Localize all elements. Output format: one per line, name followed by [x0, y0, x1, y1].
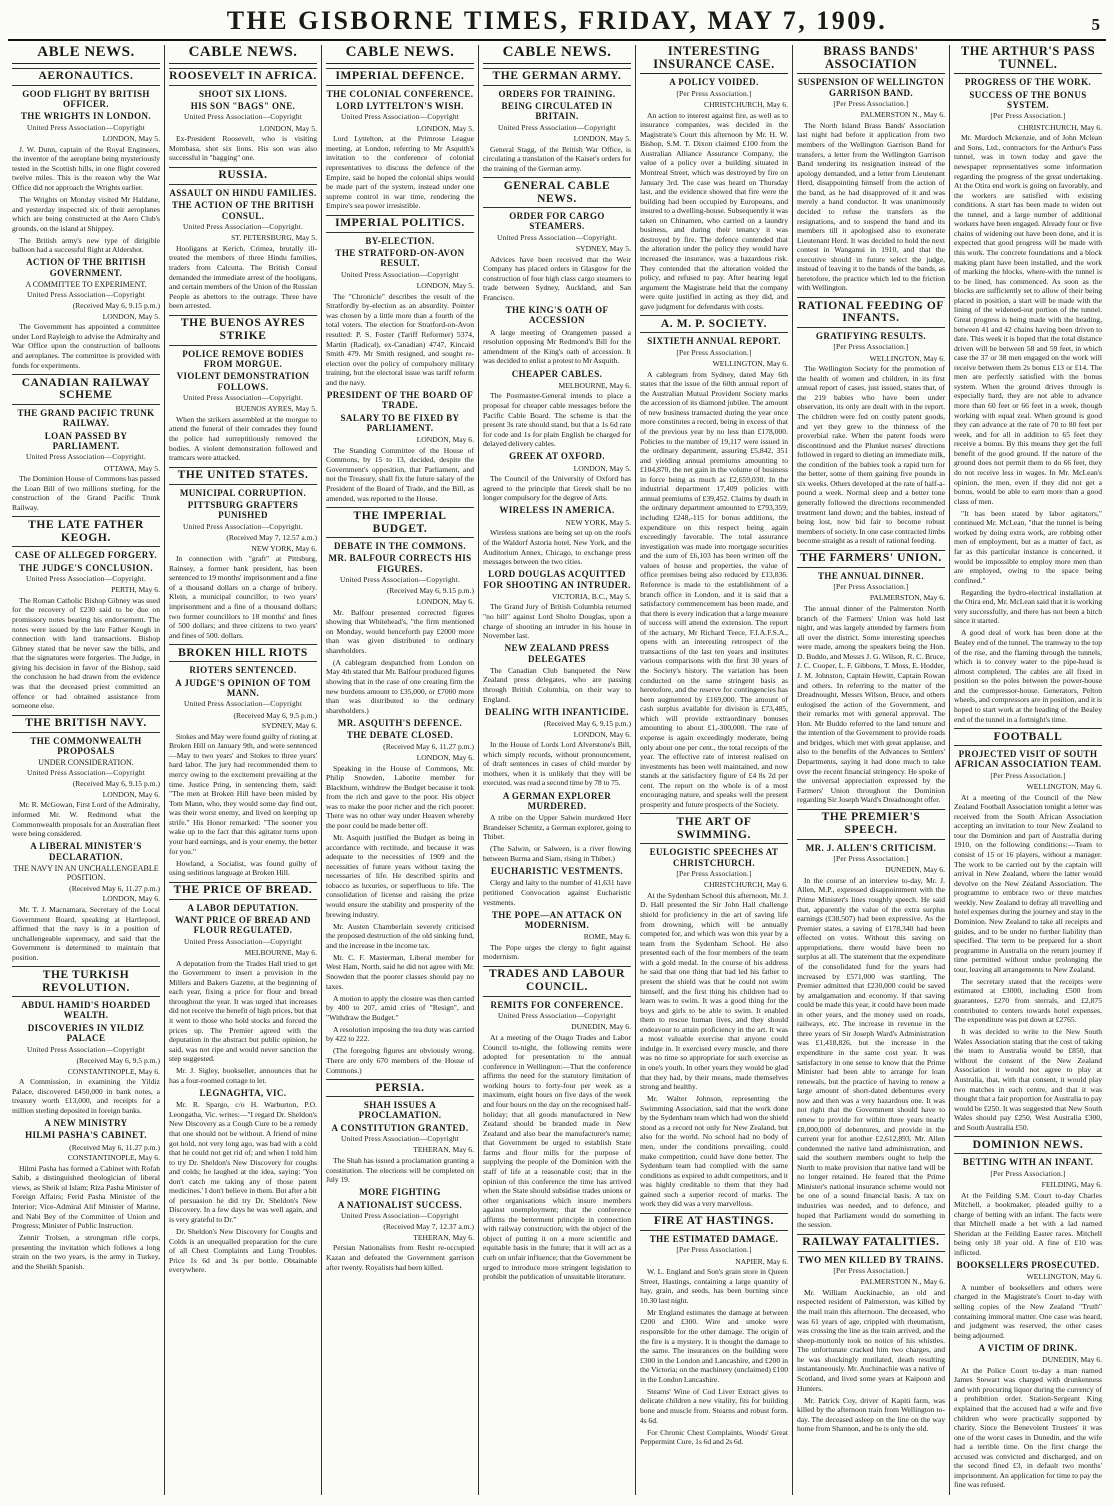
sub-headline: GREEK AT OXFORD. [509, 451, 605, 462]
dateline: PALMERSTON N., May 6. [860, 1277, 945, 1287]
article-paragraph: Hilmi Pasha has formed a Cabinet with Rofah Sahib, a distinguished theologician of liberal views, as Sheik ul Islam; Riza Pasha Minister of Foreign Affairs; Ferid Pasha Minister of the Interior; Vice-Admiral Alif Minister of Marine, and Nabi Bey of the Committee of Union and Progress; Minister of Public Instruction. [12, 1163, 160, 1231]
dateline: MELBOURNE, May 6. [558, 380, 631, 390]
sub-headline: BOOKSELLERS PROSECUTED. [956, 1259, 1100, 1270]
dateline: FEILDING, May 6. [1041, 1179, 1102, 1189]
news-column [636, 45, 793, 1495]
section-headline: THE UNITED STATES. [169, 467, 317, 485]
sub-headline: A JUDGE'S OPINION OF TOM MANN. [175, 677, 311, 698]
agency-credit: United Press Association—Copyright [26, 767, 146, 777]
dateline: LONDON, May 5. [573, 134, 631, 144]
agency-credit: United Press Association—Copyright. [182, 521, 304, 531]
section-headline: TRADES AND LABOUR COUNCIL. [483, 966, 631, 997]
article-paragraph: Mr England estimates the damage at between £200 and £300. Wire and smoke were responsible for the other damage. The origin of the fire is a mystery. It is thought the damage to the same. The insurances on the building were £300 in the London and Lancashire, and £200 in the Victoria; on the machinery (unclaimed) £100 in the London Lancashire. [640, 1307, 788, 1384]
article-paragraph: A good deal of work has been done at the Bealey end of the tunnel. The tramway to the top of the rise, and the flaming through the tunnels, which is to convey water to the pipe-head is almost completed. The cables are all fixed in position so the poles between the power-house and the compressor-house. Generators, Pelton wheels, and compressors are in position, and it is hoped to start work at the heading of the Bealey end of the tunnel in a fortnight's time. [954, 628, 1102, 724]
agency-credit: United Press Association—Copyright [26, 1044, 146, 1054]
sub-headline: BY-ELECTION. [365, 235, 435, 246]
sub-headline: SIXTIETH ANNUAL REPORT. [647, 336, 781, 347]
agency-credit: [Per Press Association.] [676, 868, 752, 878]
sub-headline: THE JUDGE'S CONCLUSION. [19, 562, 153, 573]
sub-headline: GRATIFYING RESULTS. [815, 330, 927, 341]
article-paragraph: Lord Lyttelton, at the Primrose League meeting, at London, referring to Mr Asquith's invitation to the conference of colonial representatives to discuss the defence of the Empire, said he hoped the colonial ships would be made part of the system, instead under one supreme control in war time, rendering the Empire's sea power irresistible. [326, 134, 474, 211]
agency-credit: [Per Press Association.] [990, 770, 1066, 780]
section-headline: THE FARMERS' UNION. [797, 550, 945, 568]
agency-credit: United Press Association—Copyright [183, 699, 303, 709]
dateline: LONDON, May 6. [102, 789, 160, 799]
agency-credit: [Per Press Association.] [833, 853, 909, 863]
dateline: NEW YORK, May 5. [565, 517, 631, 527]
sub-headline: VIOLENT DEMONSTRATION FOLLOWS. [176, 371, 310, 392]
sub-headline: THE STRATFORD-ON-AVON RESULT. [335, 248, 465, 269]
sub-headline: THE WRIGHTS IN LONDON. [20, 111, 152, 122]
article-paragraph: Speaking in the House of Commons, Mr. Philip Snowden, Laborite member for Blackburn, withdrew the Budget because it took from the rich and gave to the poor. His object was to make the poor richer and the rich poorer. There was no other way under Heaven whereby the poor could be made better off. [326, 763, 474, 831]
article-paragraph: A deputation from the Trades Hall tried to get the Government to insert a provision in the Millers and Bakers Gazette, at the beginning of each year, fixing a price for flour and bread throughout the year. It was urged that increases did not receive the benefit of high prices, but that it went to those who hold stocks and forced the prices up. The Premier agreed with the deputation in the abstract but public opinion, he said, was not ripe and would never sanction the step suggested. [169, 958, 317, 1064]
article-paragraph: Mr. C. F. Masterman, Liberal member for West Ham, North, said he did not agree with Mr. Snowden that the poorer classes should pay no taxes. [326, 952, 474, 991]
article-paragraph: Mr. Walter Johnson, representing the Swimming Association, said that the work done by the Sydenham team which had won the shield stood as a record not only for New Zealand, but also for the world. No school had no body of men, under the conditions prevailing, could make competition, could have done better. The Sydenham team had complied with the same conditions as expired to adult competitors, and it was highly creditable to them that they had gained such a superior record of marks. The work they did was a very marvellous. [640, 1094, 788, 1209]
section-headline: GENERAL CABLE NEWS. [483, 177, 631, 208]
agency-credit: United Press Association—Copyright. [339, 574, 461, 584]
article-paragraph: Mr. Patrick Coy, driver of Kapiti farm, was killed by the afternoon train from Wellington to-day. The deceased asleep on the line on the way home from Shannon, and he is only the old. [797, 1395, 945, 1434]
article-paragraph: Stokes and May were found guilty of rioting at Broken Hill on January 9th, and were sentenced—May to two years' and Stokes to three years' hard labor. The jury had recommended them to mercy owing to the excitement prevailing at the time. Justice Pring, in sentencing them, said: "The men at Broken Hill have been misled by Tom Mann, who, they would some day find out, was their worst enemy, and lived on keeping up strife." His Honor remarked: "The sooner you wake up to the fact that this agitator turns upon your hard earnings, and is your enemy, the better for you." [169, 731, 317, 856]
article-paragraph: The Pope urges the clergy to fight against modernism. [483, 942, 631, 962]
sub-headline: DISCOVERIES IN YILDIZ PALACE [27, 1022, 145, 1044]
article-paragraph: The "Chronicle" describes the result of the Stratfordly by-election as an absurdity. Pointer was chosen by a little more than a fourth of the total voters. The election for Stratford-on-Avon resulted: P. S. Foster (Tariff Reformer) 5374, Martin (Radical), ex-Canadian) 4747, Kincaid Smith 479. Mr Smith resigned, and sought re-election over the policy of compulsory military training, but the electoral issue was tariff reform and the navy. [326, 291, 474, 387]
sub-headline: WIRELESS IN AMERICA. [499, 505, 615, 516]
dateline: NEW YORK, May 6. [251, 543, 317, 553]
section-headline: IMPERIAL POLITICS. [326, 215, 474, 233]
article-paragraph: A cablegram from Sydney, dated May 6th states that the issue of the 60th annual report of the Australian Mutual Provident Society marks the accession of its diamond jubilee. The amount of new business transacted during the year once more constitutes a record, being in excess of that of the previous year by no less than £178,000. Policies to the number of 19,117 were issued in the ordinary department, assuring £5,842, 351 and yielding annual premiums amounting to £104,870, the net gain in the volume of business in force being as much as £2,659,030. In the industrial department 17,409 policies with annual premiums of £39,452. Claims by death in the ordinary department amounted to £793,359, including £248,-115 for bonus additions, the expenditure on this respect being again exceedingly favorable. The total assurance investigation was made into mortgage securities and the sum of £6,103 has been written off the values of house and properties, the value of office premises being also reduced by £13,836. Reference is made to the establishment of a branch office in London, and it is said that a satisfactory commencement has been made, and that there is every indication that a large measure of success will attend the extension. The report of the actuary, Mr Richard Teece, F.I.A.F.S.A., opens with an interesting retrospect of the transactions of the last ten years and institutes various comparisons with the first 30 years of the Society's history. The variation has been conducted on the same stringent basis as heretofore, and the reserve for contingencies has been augmented by £169,000. The amount of cash surplus available for division is £73,485, which will provide extraordinary bonuses amounting to about £1,-300,000. The rate of expense is again exceedingly moderate, being only about one per cent., the total receipts of the year. The effective rate of interest realised on investments has been well maintained, and now stands at the satisfactory figure of £4 8s 2d per cent. The report on the whole is of a most encouraging nature, and speaks well the present prosperity and future prospects of the Society. [640, 369, 788, 809]
dateline: LONDON, May 5. [573, 463, 631, 473]
dateline: LONDON, May 6. [102, 894, 160, 904]
column-header: CABLE NEWS. [326, 45, 474, 64]
article-paragraph: Hooligans at Kerich, Crimea, brutally ill-treated the members of three Hindu families, traders from Calcutta. The British Consul demanded the immediate arrest of the hooligans, and certain members of the Union of the Russian People as abettors to the outrage. Three have been arrested. [169, 243, 317, 311]
section-headline: THE IMPERIAL BUDGET. [326, 507, 474, 538]
sub-headline: BETTING WITH AN INFANT. [962, 1157, 1094, 1168]
section-headline: DOMINION NEWS. [954, 1136, 1102, 1154]
article-paragraph: J. W. Dunn, captain of the Royal Engineers, the inventor of the aeroplane being mysteriously tested in the Scottish hills, in one flight covered twelve miles. This is the reason why the War Office did not approach the Wrights earlier. [12, 144, 160, 192]
section-headline: AERONAUTICS. [12, 68, 160, 86]
sub-headline: MUNICIPAL CORRUPTION. [179, 487, 307, 498]
sub-headline: ORDER FOR CARGO STEAMERS. [509, 211, 605, 232]
article-paragraph: The British army's new type of dirigible balloon had a successful flight at Aldershot. [12, 235, 160, 255]
article-paragraph: A number of booksellers and others were charged in the Magistrate's Court to-day with selling copies of the New Zealand "Truth" containing immoral matter. One case was heard, and judgment was reserved, the other cases being adjourned. [954, 1282, 1102, 1340]
section-headline: CANADIAN RAILWAY SCHEME [12, 374, 160, 405]
article-paragraph: A large meeting of Orangemen passed a resolution opposing Mr Redmond's Bill for the amendment of the King's oath of accession. It was decided to enlist a protest to Mr Asquith. [483, 327, 631, 366]
article-paragraph: Mr. Austen Chamberlain severely criticised the proposed destruction of the old sinking fund, and the increase in the income tax. [326, 921, 474, 950]
section-headline: ROOSEVELT IN AFRICA. [169, 68, 317, 86]
sub-headline: A GERMAN EXPLORER MURDERED. [502, 790, 612, 811]
sub-headline: GOOD FLIGHT BY BRITISH OFFICER. [22, 88, 150, 109]
section-headline: THE TURKISH REVOLUTION. [12, 966, 160, 997]
agency-credit: United Press Association—Copyright [340, 269, 460, 279]
sub-headline: DEALING WITH INFANTICIDE. [485, 706, 629, 717]
section-headline: RUSSIA. [169, 167, 317, 185]
dateline: ST. PETERSBURG, May 5. [231, 233, 317, 243]
section-headline: THE PREMIER'S SPEECH. [797, 809, 945, 840]
article-paragraph: The Wrights on Monday visited Mr Haldane, and yesterday inspected six of their aeroplanes which are being constructed at the Aero Club's grounds, on the island at Shippey. [12, 194, 160, 233]
article-paragraph: At a meeting of the Council of the New Zealand Football Association tonight a letter was received from the South African Association accepting an invitation to tour New Zealand to tour the Dominion and part of Australia during 1910, on the following conditions:—Team to consist of 15 or 16 players, without a manager. The work to be carried out by the captain will arrival in New Zealand, where the latter would devolve on the New Zealand Association. The programme to embrace two or three matches weekly. New Zealand to defray all travelling and hotel expenses during the journey and stay in the Dominion. New Zealand to take all receipts and guides, and to be under no further liability than specified. The term to be prepared for a short programme in Australia on the return journey if time permitted without undue prolonging the tour, leaving all arrangements to New Zealand. [954, 792, 1102, 974]
agency-credit: United Press Association—Copyright [26, 289, 146, 299]
sub-headline: A VICTIM OF DRINK. [978, 1342, 1078, 1353]
dateline: (Received May 6, 11.27 p.m.) [383, 742, 474, 752]
dateline: SYDNEY, May 5. [575, 244, 631, 254]
dateline: (Received May 6, 9.15 p.m.) [543, 719, 631, 728]
article-paragraph: The Dominion House of Commons has passed the Loan Bill of two millions sterling, for the construction of the Grand Pacific Trunk Railway. [12, 474, 160, 512]
article-paragraph: "It has been stated by labor agitators," continued Mr. McLean, "that the tunnel is being worked by doing extra work, are robbing other men of employment, but as a matter of fact, as far as this particular instance is concerned, it would be impossible to employ more men than are employed, owing to the space being confined." [954, 508, 1102, 585]
article-paragraph: Wireless stations are being set up on the roofs of the Waldorf Astoria hotel, New York, and the Auditorium Annex, Chicago, to exchange press messages between the two cities. [483, 528, 631, 567]
sub-headline: PRESIDENT OF THE BOARD OF TRADE. [326, 389, 474, 411]
sub-headline: THE COLONIAL CONFERENCE. [326, 88, 474, 99]
article-paragraph: In connection with "graft" at Pittsburg, Rainsey, a former bank president, has been sentenced to 19 months' imprisonment and a fine of a thousand dollars on a charge of bribery. Klein, a municipal councillor, to two years' imprisonment and a fine of a thousand dollars; two former councillors to 18 months' and fines of 500 dollars; and three citizens to two years' and fines of 500. dollars. [169, 554, 317, 640]
agency-credit: United Press Association—Copyright [340, 1133, 460, 1143]
dateline: ROME, May 6. [583, 932, 631, 942]
agency-credit: United Press Association—Copyright [497, 122, 617, 132]
news-column [8, 45, 165, 1495]
section-headline: THE ART OF SWIMMING. [640, 813, 788, 844]
page-number: 5 [1091, 15, 1100, 34]
sub-headline: MORE FIGHTING [359, 1187, 441, 1198]
dateline: LONDON, May 6. [573, 729, 631, 739]
article-paragraph: The Roman Catholic Bishop Gibney was sued for the recovery of £230 said to be due on promissory notes bearing his endorsement. The notes were issued by the late Father Keogh in connection with land transactions. Bishop Gibney stated that he never saw the bills, and that the signatures were forgeries. The Judge, in giving his decision in favor of the Bishop, said the conclusion he had drawn from the evidence was that the deceased priest committed an offence or had obtained assistance from someone else. [12, 595, 160, 711]
sub-headline: SUCCESS OF THE BONUS SYSTEM. [969, 89, 1087, 110]
article-paragraph: Zennir Trolsen, a strongman rifle corps, presenting the invitation which follows a long strain on the two years, is the army in Turkey, and the Sheikh Spanish. [12, 1233, 160, 1271]
article-paragraph: The Grand Jury of British Columbia returned "no bill" against Lord Sholto Douglas, upon a charge of shooting an intruder in his house in November last. [483, 602, 631, 641]
article-paragraph: Mr. Balfour presented corrected figures showing that Whitehead's, "the firm mentioned on Monday, would henceforth pay £2000 more than was given distributed to ordinary shareholders. [326, 607, 474, 655]
masthead-title: THE GISBORNE TIMES, FRIDAY, MAY 7, 1909. [226, 6, 888, 35]
article-paragraph: In the House of Lords Lord Alverstone's Bill, which simply records, without pronouncement, of draft sentences in cases of child murder by mothers, when it is unlikely that they will be executed, was read a second time by 78 to 75. [483, 740, 631, 788]
sub-headline: SHAH ISSUES A PROCLAMATION. [358, 1099, 442, 1121]
dateline: LONDON, May 6. [416, 435, 474, 445]
sub-headline: A NEW MINISTRY [44, 1117, 128, 1128]
sub-headline: SHOOT SIX LIONS. [198, 88, 287, 99]
article-paragraph: Mr. Murdoch Mckenzie, and of John Mclean and Sons, Ltd., contractors for the Arthur's Pass tunnel, was in town today and gave the newspaper representatives some information regarding the progress of the great undertaking. At the Otira end work is going on favorably, and the workers are satisfied with existing conditions. A start has been made to widen out the tunnel, and a large number of additional workers have been engaged. Already four or five chains of widening out have been done, and it is expected that good progress will be made with this work. The concrete foundations and a block making plant have been installed, and the work of marking the blocks, where-with the tunnel is to be lined, has commenced. As soon as the blocks are sufficiently set to allow of their being placed in position, a start will be made with the lining of the widened-out portion of the tunnel. Great progress is being made with the heading, between 41 and 42 chains having been driven to date. This week it is hoped that the total distance driven will be between 58 and 59 feet, in which case the 37 or 38 men engaged on the work will receive between them 2s bonus £13 or £14. The men are perfectly satisfied with the bonus system. When the ground drives through is especially hard, they are not able to advance more than 60 feet or 66 feet in a week, though working with equal zeal. When ground is good they can advance at the rate of 70 to 80 feet per week, and for all in addition to 65 feet they receive a bonus. By this means they get the full benefit of the good ground. If the nature of the ground does not permit them to do 66 feet, they do not receive less in wages. In Mr. McLean's opinion, the men, even if they did not get a bonus, would be able to earn more than a good class of men. [954, 133, 1102, 506]
dateline: (Received May 6, 9.15 p.m.) [386, 586, 474, 596]
dateline: DUNEDIN, May 6. [1042, 1355, 1102, 1365]
sub-headline: REMITS FOR CONFERENCE. [490, 999, 624, 1010]
section-headline: IMPERIAL DEFENCE. [326, 68, 474, 86]
news-column [322, 45, 479, 1495]
dateline: LONDON, May 5. [102, 311, 160, 321]
dateline: CHRISTCHURCH, May 6. [704, 99, 788, 109]
sub-headline: PROGRESS OF THE WORK. [964, 77, 1092, 88]
article-paragraph: The Canadian Club banqueted the New Zealand press delegates, who are passing through British Columbia, on their way to England. [483, 665, 631, 704]
agency-credit: United Press Association—Copyright. [25, 452, 147, 462]
dateline: OTTAWA, May 5. [103, 463, 160, 473]
agency-credit: United Press Association—Copyright. [182, 221, 304, 231]
sub-headline: MR. BALFOUR CORRECTS HIS FIGURES. [328, 553, 472, 574]
article-paragraph: At the Feilding S.M. Court to-day Charles Mitchell, a bookmaker, pleaded guilty to a charge of betting with an infant. The facts were that Mitchell made a bet with a lad named Sheridan at the Feilding Easter races. Mitchell being only 18 year old. A fine of £10 was inflicted. [954, 1190, 1102, 1257]
dateline: WELLINGTON, May 6. [869, 353, 945, 363]
column-header: CABLE NEWS. [483, 45, 631, 64]
dateline: (Received May 6, 9.15 p.m.) [72, 779, 160, 789]
article-paragraph: Mr. William Auckinachie, an old and respected resident of Palmerston, was killed by the mail train this afternoon. The deceased, who was 61 years of age, crippled with rheumatism, was crossing the line as the train arrived, and the sheep-muttonly took no notice of his whistles. The unfortunate cracked him two charges, and he was shockingly mutilated, death resulting instantaneously. Mr. Auchinachie was a native of Scotland, and lived some years at Kaipoun and Hunters. [797, 1287, 945, 1393]
sub-headline: ABDUL HAMID'S HOARDED WEALTH. [21, 1000, 151, 1021]
sub-headline: A LIBERAL MINISTER'S DECLARATION. [30, 841, 142, 862]
dateline: PERTH, May 6. [111, 585, 160, 595]
dateline: TEHERAN, May 6. [413, 1232, 474, 1242]
sub-headline: NEW ZEALAND PRESS DELEGATES [504, 643, 610, 664]
sub-headline: THE ANNUAL DINNER. [818, 570, 924, 581]
article-paragraph: At the Police Court to-day a man named James Stewart was charged with drunkenness and with procuring liquor during the currency of a prohibition order. Station-Sergeant King explained that the accused had a wife and five children who were practically supported by charity. Since the Benevolent Trustees' it was one of the worst cases in Dunedin, and the wife had a terrible time. On the first charge the accused was convicted and discharged, and on the second fined £3, in default two months' imprisonment. An application for time to pay the fine was refused. [954, 1365, 1102, 1490]
sub-headline: LOAN PASSED BY PARLIAMENT. [44, 430, 128, 451]
sub-headline: THE COMMONWEALTH PROPOSALS [30, 735, 142, 756]
sub-headline: TWO MEN KILLED BY TRAINS. [798, 1254, 944, 1265]
article-paragraph: The Government has appointed a committee under Lord Rayleigh to advise the Admiralty and War Office upon the construction of balloons and aeroplanes. The committee is provided with funds for experiments. [12, 322, 160, 370]
agency-credit: [Per Press Association.] [990, 1168, 1066, 1178]
section-headline: BROKEN HILL RIOTS [169, 644, 317, 662]
article-paragraph: W. L. England and Son's grain store in Queen Street, Hastings, containing a large quantity of hay, grain, and seeds, has been burning since 10.30 last night. [640, 1267, 788, 1305]
agency-credit: United Press Association—Copyright [497, 1011, 617, 1021]
dateline: (Received May 6, 11.27 p.m.) [69, 883, 160, 893]
article-paragraph: Mr. R. McGowan, First Lord of the Admiralty, informed Mr. W. Redmond what the Commonwealth proposals for an Australian fleet were being considered. [12, 800, 160, 839]
article-paragraph: Advices have been received that the Weir Company has placed orders in Glasgow for the construction of four high class cargo steamers to trade between Sydney, Auckland, and San Francisco. [483, 254, 631, 302]
sub-headline: PITTSBURG GRAFTERS PUNISHED [187, 499, 299, 521]
article-paragraph: A resolution imposing the tea duty was carried by 422 to 222. [326, 1024, 474, 1044]
dateline: DUNEDIN, May 6. [885, 865, 945, 875]
article-paragraph: The secretary stated that the receipts were estimated at £3000, including £500 from guarantees, £270 from sterrals, and £2,875 contributed to centers towards hotel expenses. The expenditure was put down at £2765. [954, 976, 1102, 1025]
column-header: THE ARTHUR'S PASS TUNNEL. [954, 45, 1102, 74]
agency-credit: [Per Press Association.] [676, 88, 752, 98]
article-paragraph: (The foregoing figures are obviously wrong. There are only 670 members of the House of Commons.) [326, 1046, 474, 1075]
news-column [793, 45, 950, 1495]
dateline: CONSTANTINOPLE, May 6. [67, 1066, 160, 1076]
sub-headline: ORDERS FOR TRAINING. [498, 88, 616, 99]
sub-headline: THE KING'S OATH OF ACCESSION [505, 305, 609, 326]
column-header: BRASS BANDS' ASSOCIATION [797, 45, 945, 74]
sub-headline: SUSPENSION OF WELLINGTON GARRISON BAND. [798, 77, 944, 98]
sub-headline: A NATIONALIST SUCCESS. [337, 1199, 463, 1210]
agency-credit: [Per Press Association.] [990, 111, 1066, 121]
agency-credit: [Per Press Association.] [833, 98, 909, 108]
column-header: ABLE NEWS. [12, 45, 160, 64]
section-headline: THE BRITISH NAVY. [12, 715, 160, 733]
article-paragraph: Clergy and laity to the number of 41,631 have petitioned Convocation against Eucharistic vestments. [483, 878, 631, 907]
dateline: CHRISTCHURCH, May 6. [1018, 122, 1102, 132]
article-paragraph: Mr. Asquith justified the Budget as being in accordance with rectitude, and because it was adequate to the necessities of 1909 and the necessities of future years without taxing the necessaries of life. He described spirits and tobacco as luxuries, or superfluous to life. The consolidation of license and raising the prize would ensure the stability and prosperity of the brewing industry. [326, 833, 474, 919]
dateline: PALMERSTON N., May 6. [860, 110, 945, 120]
sub-headline: LEGNAGHTA, VIC. [199, 1087, 287, 1098]
sub-headline: HILMI PASHA'S CABINET. [25, 1130, 147, 1141]
section-headline: THE GERMAN ARMY. [483, 68, 631, 86]
agency-credit: [Per Press Association.] [676, 1245, 752, 1255]
agency-credit: United Press Association—Copyright [183, 936, 303, 946]
dateline: TEHERAN, May 6. [413, 1145, 474, 1155]
article-paragraph: Howland, a Socialist, was found guilty of using seditious language at Broken Hill. [169, 858, 317, 878]
article-paragraph: When the strikers assembled at the morgue to attend the funeral of their comrades they found the police had surreptitiously removed the bodies. A violent demonstration followed and tramcars were attacked. [169, 414, 317, 463]
dateline: LONDON, May 6. [416, 753, 474, 763]
dateline: SYDNEY, May 6. [261, 721, 317, 731]
sub-headline-minor: THE NAVY IN AN UNCHALLENGEABLE POSITION. [13, 863, 159, 883]
agency-credit: United Press Association—Copyright. [496, 232, 618, 242]
dateline: (Received May 6, 9.15 p.m.) [72, 301, 160, 311]
sub-headline: ASSAULT ON HINDU FAMILIES. [169, 187, 317, 198]
dateline: WELLINGTON, May 6. [1026, 782, 1102, 792]
article-paragraph: At a meeting of the Otago Trades and Labor Council to-night, the following remits were adopted for presentation to the annual conference in Wellington:—That the conference affirms the need for the statutory limitation of working hours to forty-four per week as a maximum, eight hours on five days of the week and four hours on the day on the recognised half-holiday; that all goods manufactured in New Zealand should be branded made in New Zealand and also bear the manufacturer's name; that Government be urged to establish State farms and flour mills for the purpose of supplying the people of the Dominion with the staff of life at a reasonable cost; that in the opinion of this conference the time has arrived when the State should subsidise trades unions or other organisations which insure members against unemployment; that the conference affirms the betterment principle in connection with railway construction; with the object of the object of putting it on a more scientific and equitable basis in the future; that it will act as a curb on unfair influence; that the Government be urged to introduce more stringent legislation to prohibit the publication of unsuitable literature. [483, 1033, 631, 1282]
article-paragraph: Dr. Sheldon's New Discovery for Coughs and Colds is an unequalled preparation for the cure of all Chest Complaints and Lung Troubles. Price 1s 6d and 3s per bottle. Obtainable everywhere. [169, 1227, 317, 1275]
article-paragraph: For Chronic Chest Complaints, Woods' Great Peppermint Cure, 1s 6d and 2s 6d. [640, 1427, 788, 1447]
article-paragraph: Mr. T. J. Macnamara, Secretary of the Local Government Board, speaking at Hartlepool, affirmed that the navy is in a position of unchallengeable supremacy, and said that the Government is determined to maintain that position. [12, 905, 160, 962]
article-paragraph: The Shah has issued a proclamation granting a constitution. The elections will be completed on July 19. [326, 1155, 474, 1185]
masthead [8, 6, 1106, 41]
section-headline: THE LATE FATHER KEOGH. [12, 516, 160, 547]
dateline: LONDON, May 5. [102, 134, 160, 144]
section-headline: PERSIA. [326, 1079, 474, 1097]
article-paragraph: The Council of the University of Oxford has agreed to the principle that Greek shall be no longer compulsory for the degree of Arts. [483, 474, 631, 503]
article-paragraph: Persian Nationalists from Resht re-occupied Kazan and defeated the Government garrison after twenty. Royalists had been killed. [326, 1243, 474, 1272]
article-paragraph: The Wellington Society for the promotion of the health of women and children, in its first annual report of cases, just issued, states that, of the 219 babies who have been under observation, its only are dealt with in the report. The children were fed on costly patent goods, and yet they grew to the thinness of the proverbial rake. When the patent foods were discontinued and the Plunket nurses' directions followed in regard to dieting an immediate milk, the condition of the babies took a rapid turn for the better, some of them gaining five pounds in six weeks. Others developed at the rate of half-a-pound a week. Normal sleep and a better tone generally followed the directions recommended treatment land down; and the babies, instead of being lost, now bid fair to become robust members of society. In one case contracted limbs become straight as a result of rational feeding. [797, 364, 945, 546]
dateline: WELLINGTON, May 6. [1026, 1272, 1102, 1282]
article-paragraph: (The Salwin, or Salween, is a river flowing between Burma and Siam, rising in Thibet.) [483, 844, 631, 863]
section-headline: FOOTBALL [954, 728, 1102, 746]
article-paragraph: The annual dinner of the Palmerston North branch of the Farmers' Union was held last night, and was largely attended by farmers from all over the district. Some interesting speeches were made, among the speakers being the Hon. D. Buddo, and Messrs J. G. Wilson, R. C. Bruce, J. C. Cooper, L. F. Gibbons, T. Moss, E. Hodder, J. M. Johnston, Captain Hewitt, Captain Rowan and others. In referring to the matter of the Dreadnought, Messrs Wilson, Bruce, and others eulogised the action of the Government, and their remarks met with general approval. The Hon. Mr Buddo referred to the land tenure and the intention of the Government to provide roads and bridges, which met with great applause, and also to the benefits of the Advances to Settlers' Departments, saying it had done much to take over the recent financial stringency. He spoke of the universal appreciation expressed by the Farmers' Union throughout the Dominion regarding Sir Joseph Ward's Dreadnought offer. [797, 604, 945, 805]
section-headline: RATIONAL FEEDING OF INFANTS. [797, 297, 945, 328]
dateline: LONDON, May 5. [416, 123, 474, 133]
article-paragraph: Ex-President Roosevelt, who is visiting Mombasa, shot six lions. His son was also successful in "bagging" one. [169, 134, 317, 163]
agency-credit: [Per Press Association.] [833, 342, 909, 352]
sub-headline-minor: A COMMITTEE TO EXPERIMENT. [25, 280, 147, 290]
dateline: VICTORIA, B.C., May 5. [551, 591, 631, 601]
article-paragraph: At the Sydenham School this afternoon, Mr. J. D. Hall presented the Sir John Hall challenge shield for proficiency in the art of saving life from drowning, which will be annually competed for, and which was won this year by a team from the Sydenham School. He also presented each of the four members of the team with a gold medal. In the course of his address he said that one thing that had led his father to present the shield was that he could not swim himself, and the first thing his children had to learn was to swim. It was a good thing for the boys and girls to be able to swim. It enabled them to rescue human lives, and they should endeavour to attain proficiency in the art. It was a most valuable exercise that anyone could indulge in. It exercised every muscle, and there was no time so appropriate for such exercise as in one's youth. In other years they would be glad that they had, by their means, made themselves strong and healthy. [640, 890, 788, 1092]
news-column [165, 45, 322, 1495]
sub-headline: EULOGISTIC SPEECHES AT CHRISTCHURCH. [649, 847, 779, 868]
dateline: BUENOS AYRES, May 5. [235, 404, 317, 414]
column-header: CABLE NEWS. [169, 45, 317, 64]
dateline: PALMERSTON, May 6. [869, 593, 945, 603]
dateline: LONDON, May 6. [416, 596, 474, 606]
sub-headline: DEBATE IN THE COMMONS. [334, 540, 466, 551]
article-paragraph: It was decided to write to the New South Wales Association stating that the cost of taking the team to Australia would be £850, that without the consent of the New Zealand Association it would not agree to play at Australia, that, with that consent, it would play two matches in each centre, and that it was thought that a fair proportion for Australia to pay would be £250. It was suggested that New South Wales should pay £250, West Australia £300, and South Australia £50. [954, 1027, 1102, 1132]
sub-headline: SALARY TO BE FIXED BY PARLIAMENT. [340, 412, 460, 433]
dateline: LONDON, May 5. [259, 123, 317, 133]
article-paragraph: The Standing Committee of the House of Commons, by 15 to 13, decided, despite the Government's opposition, that Parliament, and not the Treasury, shall fix the future salary of the President of the Board of Trade, and the Bill, as amended, was reported to the House. [326, 445, 474, 503]
article-paragraph: Mr. J. Sigley, bookseller, announces that he has a four-roomed cottage to let. [169, 1066, 317, 1085]
news-column [950, 45, 1106, 1495]
sub-headline: POLICE REMOVE BODIES FROM MORGUE. [182, 348, 304, 369]
sub-headline: WANT PRICE OF BREAD AND FLOUR REGULATED. [175, 914, 311, 936]
sub-headline: THE ACTION OF THE BRITISH CONSUL. [171, 200, 315, 221]
sub-headline: THE ESTIMATED DAMAGE. [649, 1233, 779, 1244]
dateline: (Received May 6, 9.5 p.m.) [76, 1055, 160, 1065]
sub-headline: THE POPE—AN ATTACK ON MODERNISM. [491, 909, 623, 930]
section-headline: THE PRICE OF BREAD. [169, 882, 317, 900]
article-paragraph: A motion to apply the closure was then carried by 400 to 207, amid cries of "Resign", and "Withdraw the Budget." [326, 993, 474, 1022]
column-header: INTERESTING INSURANCE CASE. [640, 45, 788, 74]
sub-headline: EUCHARISTIC VESTMENTS. [490, 866, 624, 877]
agency-credit: United Press Association—Copyright [340, 112, 460, 122]
agency-credit: [Per Press Association.] [833, 582, 909, 592]
section-headline: THE BUENOS AYRES STRIKE [169, 315, 317, 346]
agency-credit: [Per Press Association.] [833, 1265, 909, 1275]
article-paragraph: In the course of an interview to-day, Mr. J. Allen, M.P., expressed disappointment with the Prime Minister's lines roughly speech. He said that, apparently the value of the extra surplus earnings (£38,507) had been expressive. As the Premier states, a saving of £178,340 had been effected on votes. Without this saving on appropriations, there would have been no surplus at all. The statement that the expenditure of the consolidated fund for the years had increased by £571,000 was startling. The Premier admitted that £230,000 could be saved by amalgamation and economy. If that saving could be made this year, it could have been made in other years, and the money used on roads, railways, etc. The increase in revenue in the three years of Sir Joseph Ward's Administration was £1,418,826, but the increase in the expenditure in the same cost year. It was satisfactory in one sense to know that the Prime Minister had been able to arrange for loan renewals, but the practice of having to renew a large amount of short-dated debentures every now and then was a very hazardous one. It was not right that the Government should have to renew to provide for within three years nearly £8,000,000 of debentures, and provide in the current year for another £2,612,893. Mr. Allen condemned the native land administration, and said the southern members ought to help the North to make provision that native land will be no longer retained. He feared that the Prime Minister's national insurance scheme would not be one of a sound financial basis. A tax on industries was needed, and to defence, and hoped that Parliament would do something in the session. [797, 875, 945, 1230]
sub-headline: CASE OF ALLEGED FORGERY. [14, 550, 158, 561]
article-paragraph: The North Island Brass Bands' Association last night had before it application from two members of the Wellington Garrison Band for transfers, a letter from the Wellington Garrison Band tendering its resignation instead of the apology demanded, and a letter from Lieutenant Herd, disappointing himself from the action of the band, as he had disapproved of it and was merely a band conductor. It was unanimously decided to refuse the transfers as the resignations, and to suspend the band and its members till it apologised also to exonerate Lieutenant Herd. It was decided to hold the next contest in Wanganui in 1910, and that the executive should in future select the judge, instead of leaving it to the bands of the bands, as heretofore, the practice which led to the friction with Wellington. [797, 120, 945, 293]
dateline: (Received May 6, 11.27 p.m.) [69, 1142, 160, 1152]
dateline: WELLINGTON, May 6. [712, 358, 788, 368]
agency-credit: United Press Association—Copyright [340, 1210, 460, 1220]
article-paragraph: Regarding the hydro-electrical installation at the Otira end, Mr. McLean said that it is working very successfully, and there has not been a hitch since it started. [954, 587, 1102, 626]
dateline: (Received May 7, 12.57 a.m.) [226, 533, 317, 543]
article-paragraph: Mr. R. Spargo, c/o H. Warburton, P.O. Leongatha, Vic. writes:—"I regard Dr. Sheldon's New Discovery as a Cough Cure to be a remedy that one should not be without. A friend of mine got hold, not very long ago, was bad with a cold that he could not get rid of; and when I told him to try Dr. Sheldon's New Discovery for coughs and colds; he laughed at the idea, saying: 'You don't catch me taking any of those patent medicines.' I don't believe in them. But after a bit of persuasion he did try Dr. Sheldon's New Discovery. In a few days he was well again, and is very grateful to Dr." [169, 1100, 317, 1225]
article-paragraph: (A cablegram despatched from London on May 4th stated that Mr. Balfour produced figures showing that in the case of one creating firm the new burdens amount to £35,000, or £7000 more than was distributed to the ordinary shareholders.) [326, 657, 474, 715]
sub-headline: LORD LYTTELTON'S WISH. [336, 100, 464, 111]
section-headline: FIRE AT HASTINGS. [640, 1213, 788, 1231]
sub-headline: A LABOR DEPUTATION. [187, 902, 299, 913]
dateline: DUNEDIN, May 6. [571, 1022, 631, 1032]
sub-headline-minor: UNDER CONSIDERATION. [38, 758, 134, 768]
dateline: NAPIER, May 6. [735, 1256, 788, 1266]
sub-headline: MR. J. ALLEN'S CRITICISM. [805, 842, 937, 853]
section-headline: A. M. P. SOCIETY. [640, 315, 788, 333]
agency-credit: United Press Association—Copyright [183, 112, 303, 122]
sub-headline: PROJECTED VISIT OF SOUTH AFRICAN ASSOCIATION TEAM. [954, 748, 1102, 770]
article-paragraph: A tribe on the Upper Salwin murdered Herr Brandeiser Schmitz, a German explorer, going to Thibet. [483, 813, 631, 842]
sub-headline: HIS SON "BAGS" ONE. [190, 100, 296, 111]
agency-credit: United Press Association—Copyright [26, 122, 146, 132]
section-headline: RAILWAY FATALITIES. [797, 1234, 945, 1252]
agency-credit: [Per Press Association.] [676, 347, 752, 357]
article-paragraph: A Commission, in examining the Yildiz Palace, discovered £450,000 in bank notes, a treasury worth £13,000, and receipts for a million sterling deposited in foreign banks. [12, 1077, 160, 1115]
column-container [8, 45, 1106, 1495]
article-paragraph: General Stagg, of the British War Office, is circulating a translation of the Kaiser's orders for the training of the German army. [483, 144, 631, 173]
dateline: CHRISTCHURCH, May 6. [704, 880, 788, 890]
article-paragraph: The Postmaster-General intends to place a proposal for cheaper cable messages before the Pacific Cable Board. The scheme is that the present 3s rate should stand, but that a 1s 6d rate for code and 1s for plain English be charged for delayed delivery cables. [483, 391, 631, 449]
sub-headline: MR. ASQUITH'S DEFENCE. [337, 717, 463, 728]
sub-headline: CHEAPER CABLES. [511, 368, 603, 379]
agency-credit: United Press Association—Copyright. [25, 573, 147, 583]
sub-headline: A CONSTITUTION GRANTED. [331, 1122, 469, 1133]
dateline: (Received May 6, 9.5 p.m.) [233, 710, 317, 720]
sub-headline: RIOTERS SENTENCED. [189, 665, 297, 676]
sub-headline: ACTION OF THE BRITISH GOVERNMENT. [26, 257, 146, 278]
agency-credit: United Press Association—Copyright. [182, 392, 304, 402]
news-column [479, 45, 636, 1495]
sub-headline: A POLICY VOIDED. [669, 77, 759, 88]
article-paragraph: Stearns' Wine of Cod Liver Extract gives to delicate children a new vitality, fits for building bone and muscle from. Stearns and robust form. 4s 6d. [640, 1386, 788, 1425]
article-paragraph: An action to interest against fire, as well as to insurance companies, was decided in the Magistrate's Court this afternoon by Mr. H. W. Bishop, S.M. T. Dixon claimed £100 from the Australian Alliance Assurance Company, the value of a policy over a building situated in Montreal Street, which was destroyed by fire on January 3rd. The case was heard on Thursday last, and the evidence showed that fire were the building had been occupied by Europeans, and insured to a dwelling-house. Subsequently it was taken on Chinamen, who carried on a laundry business, and during their tenancy it was destroyed by fire. The defence contended that the alteration under the policy they would have increased the insurance, was a hazardous risk. They contended that the alteration voided the policy, and refused to pay. After hearing legal argument the Magistrate held that the company were quite justified in acting as they did, and gave judgment for defendants with costs. [640, 110, 788, 311]
dateline: (Received May 7, 12.37 a.m.) [383, 1222, 474, 1232]
dateline: LONDON, May 5. [416, 281, 474, 291]
sub-headline: THE GRAND PACIFIC TRUNK RAILWAY. [17, 407, 155, 429]
sub-headline: BEING CIRCULATED IN BRITAIN. [501, 100, 613, 122]
dateline: CONSTANTINOPLE, May 6. [67, 1153, 160, 1163]
sub-headline: THE DEBATE CLOSED. [346, 730, 454, 741]
dateline: MELBOURNE, May 6. [244, 948, 317, 958]
sub-headline: LORD DOUGLAS ACQUITTED FOR SHOOTING AN INTRUDER. [483, 569, 631, 590]
